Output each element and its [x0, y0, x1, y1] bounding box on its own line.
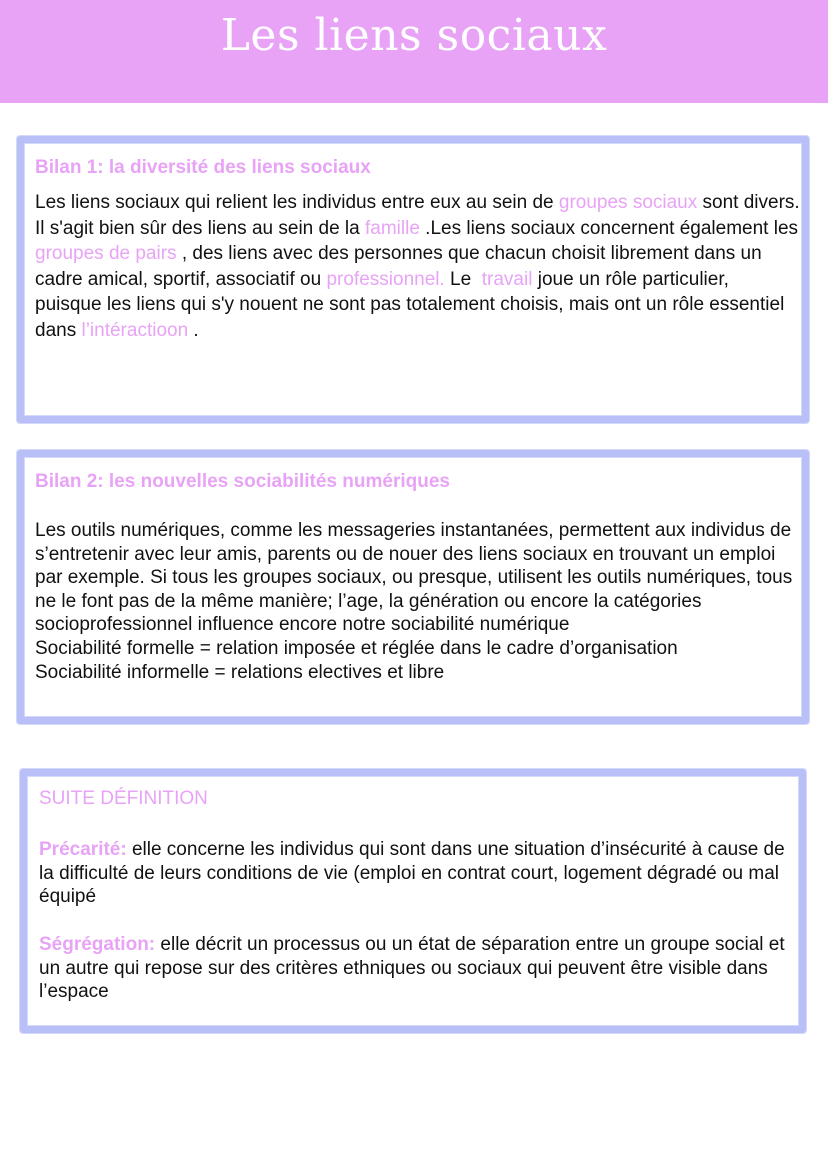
bilan2-title: Bilan 2: les nouvelles sociabilités numériques	[35, 471, 450, 492]
bilan1-box	[17, 136, 809, 423]
bilan1-title: Bilan 1: la diversité des liens sociaux	[35, 157, 371, 178]
bilan1-text-6: joue un rôle particulier, puisque les liens qui s'y nouent ne sont pas totalement choisis, mais ont un rôle essentiel dans	[35, 268, 785, 341]
suite-definition-box	[20, 769, 806, 1033]
segregation-term: Ségrégation:	[39, 934, 156, 955]
header-banner	[0, 0, 828, 103]
bilan1-text-3: .Les liens sociaux concernent également les	[419, 217, 799, 239]
bilan1-text-4: , des liens avec des personnes que chacun choisit librement dans un cadre amical, sportif, associatif ou	[35, 243, 762, 290]
bilan1-paragraph	[35, 190, 800, 343]
keyword-professionnel: professionnel.	[326, 268, 445, 290]
keyword-interaction: l’intéractioon	[81, 319, 189, 341]
keyword-groupes-sociaux: groupes sociaux	[558, 192, 698, 213]
bilan2-paragraph	[35, 519, 800, 684]
bilan1-text-2: sont divers. Il s'agit bien sûr des liens au sein de la	[35, 192, 800, 239]
bilan2-box	[17, 450, 809, 724]
keyword-famille: famille	[365, 217, 420, 239]
page-title: Les liens sociaux	[220, 10, 608, 61]
keyword-groupes-de-pairs: groupes de pairs	[35, 243, 177, 264]
bilan1-text-5: Le	[444, 268, 482, 290]
suite-definition-title: SUITE DÉFINITION	[39, 788, 208, 809]
bilan1-text-7: .	[188, 319, 199, 341]
segregation-definition	[39, 933, 799, 1004]
precarite-term: Précarité:	[39, 839, 127, 860]
sociabilite-formelle-line: Sociabilité formelle = relation imposée et réglée dans le cadre d’organisation	[35, 637, 678, 659]
precarite-definition	[39, 838, 799, 909]
precarite-text: elle concerne les individus qui sont dans une situation d’insécurité à cause de la difficulté de leurs conditions de vie (emploi en contrat court, logement dégradé ou mal équipé	[39, 839, 785, 907]
keyword-travail: travail	[481, 268, 533, 290]
bilan1-text-1: Les liens sociaux qui relient les individus entre eux au sein de	[35, 192, 559, 213]
bilan2-body: Les outils numériques, comme les messageries instantanées, permettent aux individus de s’entretenir avec leur amis, parents ou de nouer des liens sociaux en trouvant un emploi par exemple. Si tous les groupes sociaux, ou presque, utilisent les outils numériques, tous ne le font pas de la même manière; l’age, la génération ou encore la catégories socioprofessionnel influence encore notre sociabilité numérique	[35, 520, 793, 636]
sociabilite-informelle-line: Sociabilité informelle = relations electives et libre	[35, 661, 445, 683]
segregation-text: elle décrit un processus ou un état de séparation entre un groupe social et un autre qui repose sur des critères ethniques ou sociaux qui peuvent être visible dans l’espace	[39, 934, 785, 1002]
